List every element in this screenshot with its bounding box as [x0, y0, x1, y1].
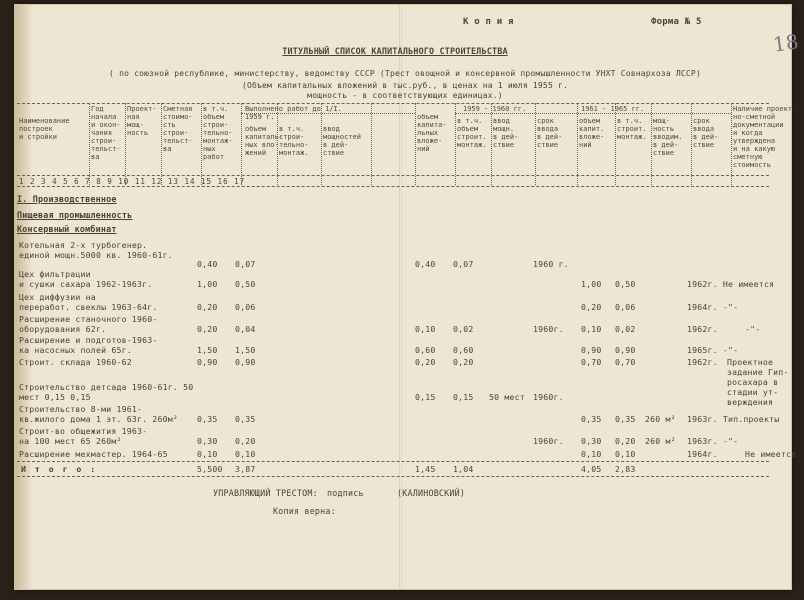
row-name: Расширение станочного 1960-	[19, 314, 158, 324]
row-value: 1965г. -"-	[687, 345, 739, 355]
col-header-12: в т.ч. объем строит. монтаж.	[457, 117, 487, 149]
row-value: 0,20	[415, 357, 436, 367]
row-value: 0,90	[615, 345, 636, 355]
row-value: 0,50	[235, 279, 256, 289]
row-value: 0,35	[581, 414, 602, 424]
row-name: Строит. склада 1960-62	[19, 357, 132, 367]
row-value: росахара в	[727, 377, 779, 387]
column-numbers: 1 2 3 4 5 6 7 8 9 10 11 12 13 14 15 16 17	[19, 177, 246, 186]
row-value: 0,10	[615, 449, 636, 459]
row-value: 50 мест	[489, 392, 525, 402]
subtitle-line-1: ( по союзной республике, министерству, ведомству СССР (Трест овощной и консервной промышленности УНХТ Совнархоза ЛССР)	[109, 69, 701, 78]
row-value: -"-	[745, 324, 761, 334]
row-value: 0,50	[615, 279, 636, 289]
column-divider	[201, 103, 202, 185]
row-name: Строительство 8-ми 1961-	[19, 404, 143, 414]
total-value: 4,05	[581, 464, 602, 474]
col-header-1: Наименование построек и стройки	[19, 117, 70, 141]
row-name: Расширение и подготов-1963-	[19, 335, 158, 345]
row-value: 0,90	[235, 357, 256, 367]
row-name: единой мощн.5000 кв. 1960-61г.	[19, 250, 173, 260]
row-value: 0,35	[197, 414, 218, 424]
column-divider	[371, 103, 372, 185]
row-value: 0,60	[415, 345, 436, 355]
row-value: 0,04	[235, 324, 256, 334]
row-value: 1,00	[197, 279, 218, 289]
total-value: 2,83	[615, 464, 636, 474]
row-name: Расширение мехмастер. 1964-65	[19, 449, 168, 459]
row-value: 1963г. Тип.проекты	[687, 414, 780, 424]
signature-name: (КАЛИНОВСКИЙ)	[397, 488, 466, 498]
col-header-13: ввод мощн. в дей- ствие	[493, 117, 519, 149]
row-value: 1960г.	[533, 324, 564, 334]
col-header-18: мощ- ность вводим. в дей- ствие	[653, 117, 683, 157]
row-value: 260 м²	[645, 436, 676, 446]
total-value: 1,04	[453, 464, 474, 474]
subtitle-line-2: (Объем капитальных вложений в тыс.руб., в ценах на 1 июля 1955 г.	[241, 81, 569, 90]
col-header-2: Год начала и окон- чания строи- тельст- ва	[91, 105, 121, 161]
row-value: 0,35	[235, 414, 256, 424]
row-value: 0,30	[581, 436, 602, 446]
row-value: 1960г.	[533, 436, 564, 446]
col-header-16: объем капит. вложе- ний	[579, 117, 605, 149]
row-value: 1962г.	[687, 357, 718, 367]
row-value: 0,07	[235, 259, 256, 269]
section-heading-3: Консервный комбинат	[17, 224, 117, 234]
total-value: 3,87	[235, 464, 256, 474]
copy-label: К о п и я	[463, 17, 514, 27]
row-value: стадии ут-	[727, 387, 779, 397]
row-value: 0,10	[581, 449, 602, 459]
col-header-17: в т.ч. строит. монтаж.	[617, 117, 647, 141]
col-header-19: срок ввода в дей- ствие	[693, 117, 719, 149]
col-header-3: Проект- ная мощ- ность	[127, 105, 157, 137]
row-name: переработ. свеклы 1963-64г.	[19, 302, 158, 312]
row-value: 0,10	[581, 324, 602, 334]
row-value: 0,06	[615, 302, 636, 312]
table-header-rule	[17, 175, 769, 176]
row-value: 0,10	[415, 324, 436, 334]
document-title: ТИТУЛЬНЫЙ СПИСОК КАПИТАЛЬНОГО СТРОИТЕЛЬСТВА	[282, 46, 508, 56]
col-header-5: в т.ч. объем строи- тельно- монтаж- ных работ	[203, 105, 233, 161]
row-value: 260 м²	[645, 414, 676, 424]
row-value: 1962г. Не имеется	[687, 279, 775, 289]
row-value: 0,20	[197, 324, 218, 334]
row-value: 0,02	[453, 324, 474, 334]
column-divider	[161, 103, 162, 185]
row-value: верждения	[727, 397, 774, 407]
row-name: Цех фильтрации	[19, 269, 91, 279]
row-name: и сушки сахара 1962-1963г.	[19, 279, 153, 289]
row-value: 0,15	[415, 392, 436, 402]
row-value: 0,07	[453, 259, 474, 269]
col-header-7: объем капиталь- ных вло- жений	[245, 125, 283, 157]
total-value: 5,500	[197, 464, 223, 474]
row-value: 0,70	[615, 357, 636, 367]
row-value: 0,90	[197, 357, 218, 367]
row-value: задание Гип-	[727, 367, 789, 377]
subtitle-line-3: мощность - в соответствующих единицах.)	[307, 91, 503, 100]
row-value: 1964г.	[687, 449, 718, 459]
col-header-14: срок ввода в дей- ствие	[537, 117, 563, 149]
row-value: 0,20	[197, 302, 218, 312]
row-value: 0,10	[197, 449, 218, 459]
row-value: 0,20	[453, 357, 474, 367]
row-value: 0,40	[197, 259, 218, 269]
section-heading-2: Пищевая промышленность	[17, 210, 133, 220]
row-value: 0,70	[581, 357, 602, 367]
row-value: 0,60	[453, 345, 474, 355]
form-number: Форма № 5	[651, 17, 702, 27]
col-header-20: Наличие проект- но-сметной документации и когда утверждена и на какую сметную стоимость	[733, 105, 797, 169]
signature-title: УПРАВЛЯЮЩИЙ ТРЕСТОМ:	[213, 488, 318, 498]
row-value: 0,15	[453, 392, 474, 402]
row-value: 1,50	[197, 345, 218, 355]
row-value: 0,30	[197, 436, 218, 446]
row-value: 0,02	[615, 324, 636, 334]
row-value: 0,20	[581, 302, 602, 312]
row-name: Строительство детсада 1960-61г. 50	[19, 382, 194, 392]
col-header-group-15: 1961 - 1965 гг.	[581, 105, 645, 113]
row-value: 0,90	[581, 345, 602, 355]
row-name: мест 0,15 0,15	[19, 392, 91, 402]
row-value: 1963г. -"-	[687, 436, 739, 446]
col-header-4: Сметная стоимо- сть строи- тельст- ва	[163, 105, 193, 153]
row-value: 0,40	[415, 259, 436, 269]
column-divider	[89, 103, 90, 185]
col-header-10: объем капита- льных вложе- ний	[417, 113, 447, 153]
copy-verified: Копия верна:	[273, 506, 336, 516]
column-divider	[491, 103, 492, 185]
column-divider	[577, 103, 578, 185]
column-divider	[535, 103, 536, 185]
column-divider	[241, 103, 242, 185]
row-value: 0,06	[235, 302, 256, 312]
total-label: И т о г о :	[21, 464, 98, 474]
row-value: 1,50	[235, 345, 256, 355]
page-number-handwritten: 18	[771, 29, 800, 57]
row-value: 1962г.	[687, 324, 718, 334]
row-value: 0,20	[615, 436, 636, 446]
group-rule	[455, 113, 731, 114]
row-value: 1960г.	[533, 392, 564, 402]
row-value: Не имеется	[745, 449, 797, 459]
row-name: оборудования 62г.	[19, 324, 107, 334]
row-name: ка насосных полей 65г.	[19, 345, 132, 355]
signature-label: подпись	[327, 488, 364, 498]
column-divider	[615, 103, 616, 185]
row-value: 0,20	[235, 436, 256, 446]
total-rule-bottom	[17, 476, 769, 477]
row-value: Проектное	[727, 357, 774, 367]
col-header-9: ввод мощностей в дей- ствие	[323, 125, 361, 157]
column-divider	[125, 103, 126, 185]
column-divider	[691, 103, 692, 185]
column-divider	[455, 103, 456, 185]
row-name: Котельная 2-х турбогенер.	[19, 240, 148, 250]
section-heading-1: I. Производственное	[17, 194, 117, 204]
col-header-group-11: 1959 - 1960 гг.	[463, 105, 527, 113]
total-rule-top	[17, 461, 769, 462]
column-divider	[415, 103, 416, 185]
document-page	[14, 4, 800, 590]
row-name: кв.жилого дома 1 эт. 63г. 260м²	[19, 414, 179, 424]
row-value: 1,00	[581, 279, 602, 289]
column-divider	[651, 103, 652, 185]
row-name: Цех диффузии на	[19, 292, 96, 302]
table-top-rule	[17, 103, 769, 104]
col-header-group-6: Выполнено работ до 1/I. 1959 г.	[245, 105, 342, 121]
row-value: 0,35	[615, 414, 636, 424]
row-name: на 100 мест 65 260м²	[19, 436, 122, 446]
col-header-8: в т.ч. строи- тельно- монтаж.	[279, 125, 309, 157]
row-value: 1960 г.	[533, 259, 569, 269]
total-value: 1,45	[415, 464, 436, 474]
row-name: Строит-во общежития 1963-	[19, 426, 148, 436]
column-number-rule	[17, 186, 769, 187]
column-divider	[731, 103, 732, 185]
row-value: 1964г. -"-	[687, 302, 739, 312]
row-value: 0,10	[235, 449, 256, 459]
